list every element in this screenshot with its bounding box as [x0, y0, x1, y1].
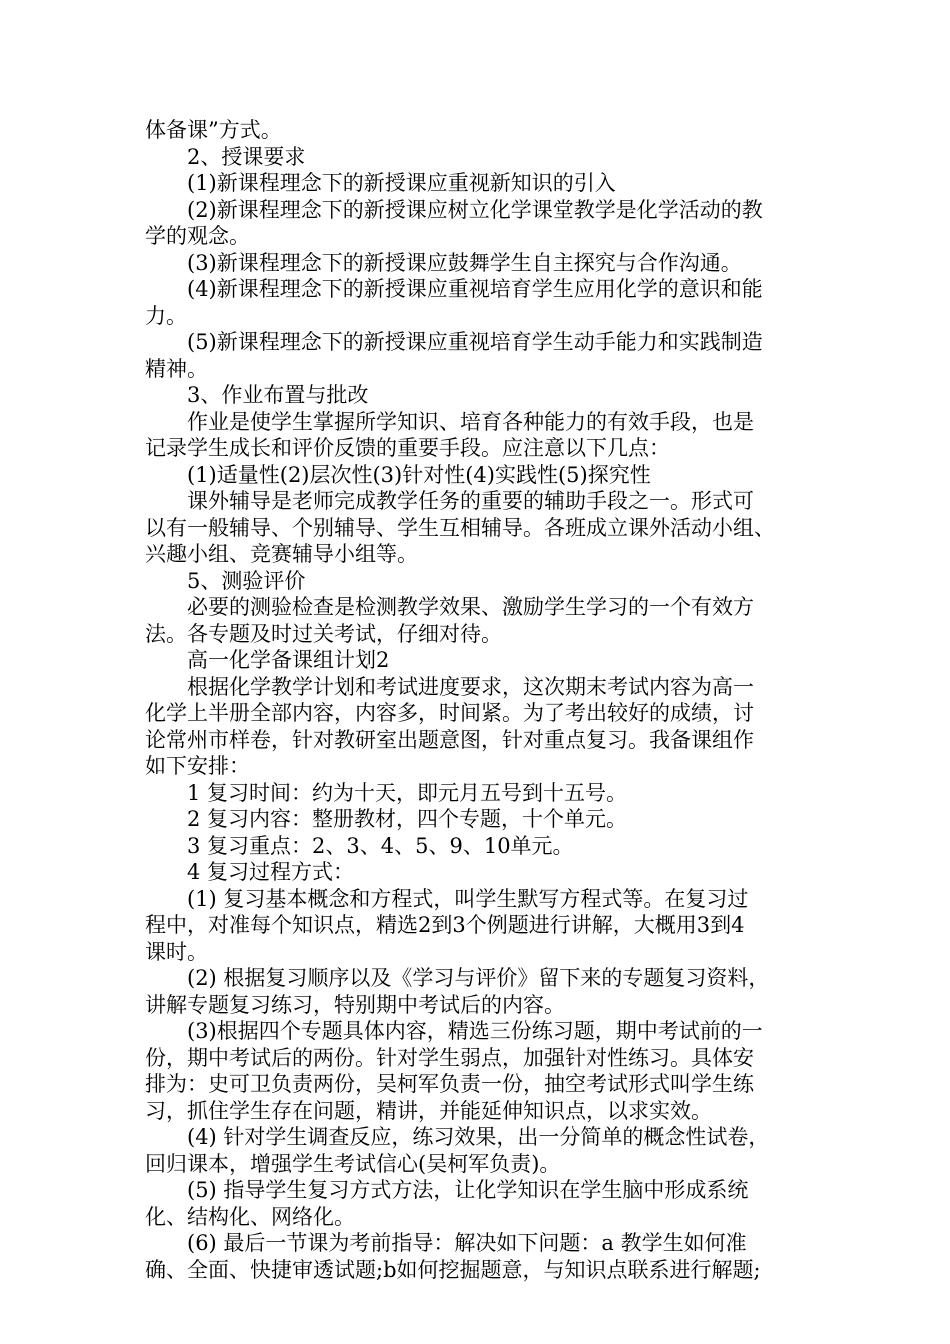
text-line: (5) 指导学生复习方式方法，让化学知识在学生脑中形成系统 — [187, 1178, 749, 1202]
text-line: (1)新课程理念下的新授课应重视新知识的引入 — [187, 171, 616, 195]
text-line: 课时。 — [145, 939, 208, 964]
text-line: 2、授课要求 — [187, 144, 306, 169]
text-line: 化、结构化、网络化。 — [145, 1204, 355, 1229]
text-line: 份，期中考试后的两份。针对学生弱点，加强针对性练习。具体安 — [145, 1045, 754, 1070]
text-line: (2) 根据复习顺序以及《学习与评价》留下来的专题复习资料， — [187, 966, 770, 990]
text-line: 程中，对准每个知识点，精选2到3个例题进行讲解，大概用3到4 — [145, 913, 745, 937]
text-line: 精神。 — [145, 356, 208, 381]
text-line: 高一化学备课组计划2 — [187, 648, 390, 672]
text-line: 必要的测验检查是检测教学效果、激励学生学习的一个有效方 — [187, 595, 754, 619]
text-line: 以有一般辅导、个别辅导、学生互相辅导。各班成立课外活动小组、 — [145, 515, 775, 540]
text-line: 学的观念。 — [145, 224, 250, 248]
text-line: 法。各专题及时过关考试，仔细对待。 — [145, 621, 502, 646]
text-line: 体备课”方式。 — [145, 118, 282, 142]
text-line: (3)根据四个专题具体内容，精选三份练习题，期中考试前的一 — [187, 1019, 763, 1043]
text-line: 3 复习重点：2、3、4、5、9、10单元。 — [187, 833, 574, 858]
text-line: (1)适量性(2)层次性(3)针对性(4)实践性(5)探究性 — [187, 462, 651, 487]
text-line: 作业是使学生掌握所学知识、培育各种能力的有效手段，也是 — [187, 409, 754, 434]
text-line: (3)新课程理念下的新授课应鼓舞学生自主探究与合作沟通。 — [187, 250, 742, 275]
text-line: 4 复习过程方式： — [187, 860, 355, 884]
text-line: (4)新课程理念下的新授课应重视培育学生应用化学的意识和能 — [187, 277, 763, 301]
text-line: 记录学生成长和评价反馈的重要手段。应注意以下几点： — [145, 436, 670, 460]
text-line: 化学上半册全部内容，内容多，时间紧。为了考出较好的成绩，讨 — [145, 701, 754, 725]
text-line: 力。 — [145, 303, 187, 328]
text-line: (6) 最后一节课为考前指导：解决如下问题：a 教学生如何准 — [187, 1231, 747, 1255]
text-line: (2)新课程理念下的新授课应树立化学课堂教学是化学活动的教 — [187, 197, 763, 222]
text-line: 论常州市样卷，针对教研室出题意图，针对重点复习。我备课组作 — [145, 727, 754, 752]
text-line: 兴趣小组、竞赛辅导小组等。 — [145, 542, 418, 566]
text-line: 3、作业布置与批改 — [187, 383, 369, 407]
text-line: 根据化学教学计划和考试进度要求，这次期末考试内容为高一 — [187, 674, 754, 699]
text-line: 确、全面、快捷审透试题;b如何挖掘题意，与知识点联系进行解题; — [145, 1257, 761, 1282]
text-line: 1 复习时间：约为十天，即元月五号到十五号。 — [187, 780, 628, 805]
text-line: 习，抓住学生存在问题，精讲，并能延伸知识点，以求实效。 — [145, 1098, 712, 1123]
text-line: 2 复习内容：整册教材，四个专题，十个单元。 — [187, 807, 628, 831]
document-body — [145, 117, 825, 1283]
text-line: (5)新课程理念下的新授课应重视培育学生动手能力和实践制造 — [187, 330, 763, 354]
text-line: 课外辅导是老师完成教学任务的重要的辅助手段之一。形式可 — [187, 489, 754, 513]
text-line: (1) 复习基本概念和方程式，叫学生默写方程式等。在复习过 — [187, 886, 749, 911]
text-line: 回归课本，增强学生考试信心(吴柯军负责)。 — [145, 1151, 561, 1176]
text-line: 排为：史可卫负责两份，吴柯军负责一份，抽空考试形式叫学生练 — [145, 1072, 754, 1096]
text-line: 讲解专题复习练习，特别期中考试后的内容。 — [145, 992, 565, 1017]
text-line: (4) 针对学生调查反应，练习效果，出一分简单的概念性试卷， — [187, 1125, 770, 1149]
text-line: 如下安排： — [145, 754, 250, 778]
text-line: 5、测验评价 — [187, 568, 306, 593]
